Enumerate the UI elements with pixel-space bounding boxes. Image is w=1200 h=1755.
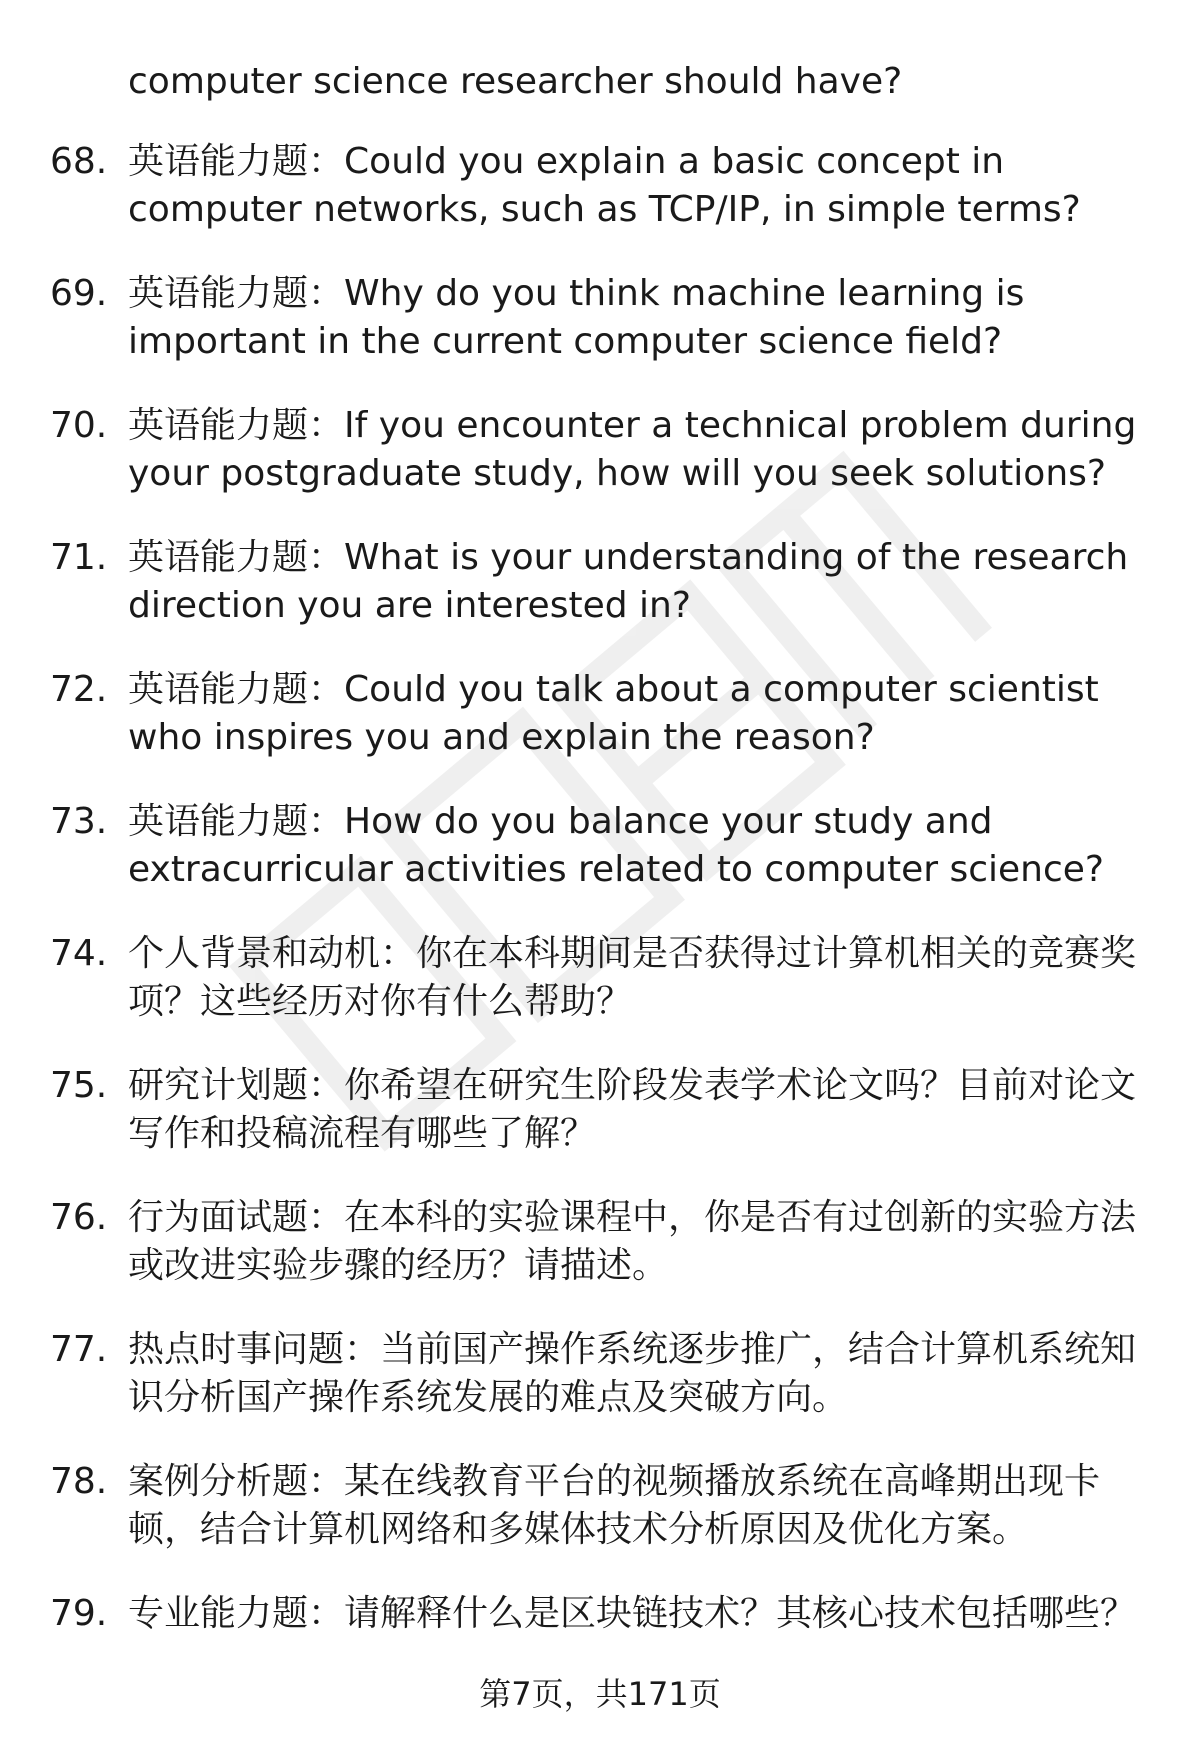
question-category: 英语能力题 <box>128 141 309 182</box>
question-category: 英语能力题 <box>128 537 309 578</box>
question-category: 专业能力题 <box>128 1593 309 1634</box>
question-category: 热点时事问题 <box>128 1329 345 1370</box>
category-separator: ： <box>308 1593 345 1634</box>
question-category: 研究计划题 <box>128 1065 309 1106</box>
question-text: 你希望在研究生阶段发表学术论文吗？目前对论文写作和投稿流程有哪些了解？ <box>128 1065 1137 1154</box>
question-body <box>128 666 1164 762</box>
question-body <box>128 930 1164 1026</box>
question-number: 69. <box>50 273 108 314</box>
question-body <box>128 798 1164 894</box>
category-separator: ： <box>308 1065 345 1106</box>
question-body <box>128 402 1164 498</box>
question-item <box>0 138 1200 270</box>
question-body <box>128 1062 1164 1158</box>
question-list <box>0 138 1200 1722</box>
question-number: 75. <box>50 1065 108 1106</box>
question-number: 73. <box>50 801 108 842</box>
question-text: 某在线教育平台的视频播放系统在高峰期出现卡顿，结合计算机网络和多媒体技术分析原因及优化方案。 <box>128 1461 1101 1550</box>
category-separator: ： <box>308 273 345 314</box>
question-item <box>0 1194 1200 1326</box>
question-item <box>0 1326 1200 1458</box>
category-separator: ： <box>308 141 345 182</box>
question-body <box>128 1458 1164 1554</box>
question-category: 英语能力题 <box>128 801 309 842</box>
question-number: 74. <box>50 933 108 974</box>
question-category: 英语能力题 <box>128 669 309 710</box>
question-text: If you encounter a technical problem during your postgraduate study, how will you seek solutions? <box>128 405 1137 494</box>
continuation-text: computer science researcher should have? <box>128 61 903 102</box>
question-number: 77. <box>50 1329 108 1370</box>
category-separator: ： <box>308 669 345 710</box>
question-number: 76. <box>50 1197 108 1238</box>
category-separator: ： <box>308 405 345 446</box>
question-body <box>128 1590 1164 1638</box>
question-number: 70. <box>50 405 108 446</box>
category-separator: ： <box>308 801 345 842</box>
question-text: How do you balance your study and extracurricular activities related to computer science? <box>128 801 1105 890</box>
page-footer: 第7页，共171页 <box>479 1675 721 1713</box>
question-number: 71. <box>50 537 108 578</box>
question-item <box>0 534 1200 666</box>
question-number: 72. <box>50 669 108 710</box>
question-text: Could you explain a basic concept in computer networks, such as TCP/IP, in simple terms? <box>128 141 1081 230</box>
question-item <box>0 798 1200 930</box>
question-text: 当前国产操作系统逐步推广，结合计算机系统知识分析国产操作系统发展的难点及突破方向。 <box>128 1329 1137 1418</box>
question-category: 英语能力题 <box>128 273 309 314</box>
question-body <box>128 138 1164 234</box>
question-body <box>128 1194 1164 1290</box>
category-separator: ： <box>308 1461 345 1502</box>
question-number: 78. <box>50 1461 108 1502</box>
question-body <box>128 270 1164 366</box>
question-text: Why do you think machine learning is important in the current computer science field? <box>128 273 1025 362</box>
question-item <box>0 930 1200 1062</box>
question-category: 个人背景和动机 <box>128 933 381 974</box>
question-item <box>0 666 1200 798</box>
category-separator: ： <box>308 1197 345 1238</box>
question-category: 案例分析题 <box>128 1461 309 1502</box>
question-text: 你在本科期间是否获得过计算机相关的竞赛奖项？这些经历对你有什么帮助？ <box>128 933 1137 1022</box>
question-category: 英语能力题 <box>128 405 309 446</box>
question-number: 68. <box>50 141 108 182</box>
question-body <box>128 534 1164 630</box>
question-number: 79. <box>50 1593 108 1634</box>
question-item <box>0 1062 1200 1194</box>
category-separator: ： <box>380 933 417 974</box>
category-separator: ： <box>308 537 345 578</box>
question-text: 在本科的实验课程中，你是否有过创新的实验方法或改进实验步骤的经历？请描述。 <box>128 1197 1137 1286</box>
question-text: 请解释什么是区块链技术？其核心技术包括哪些？ <box>344 1593 1137 1634</box>
question-item <box>0 1458 1200 1590</box>
question-item <box>0 270 1200 402</box>
question-text: Could you talk about a computer scientist who inspires you and explain the reason? <box>128 669 1099 758</box>
question-category: 行为面试题 <box>128 1197 309 1238</box>
category-separator: ： <box>344 1329 381 1370</box>
question-item <box>0 402 1200 534</box>
question-text: What is your understanding of the research direction you are interested in? <box>128 537 1129 626</box>
question-body <box>128 1326 1164 1422</box>
